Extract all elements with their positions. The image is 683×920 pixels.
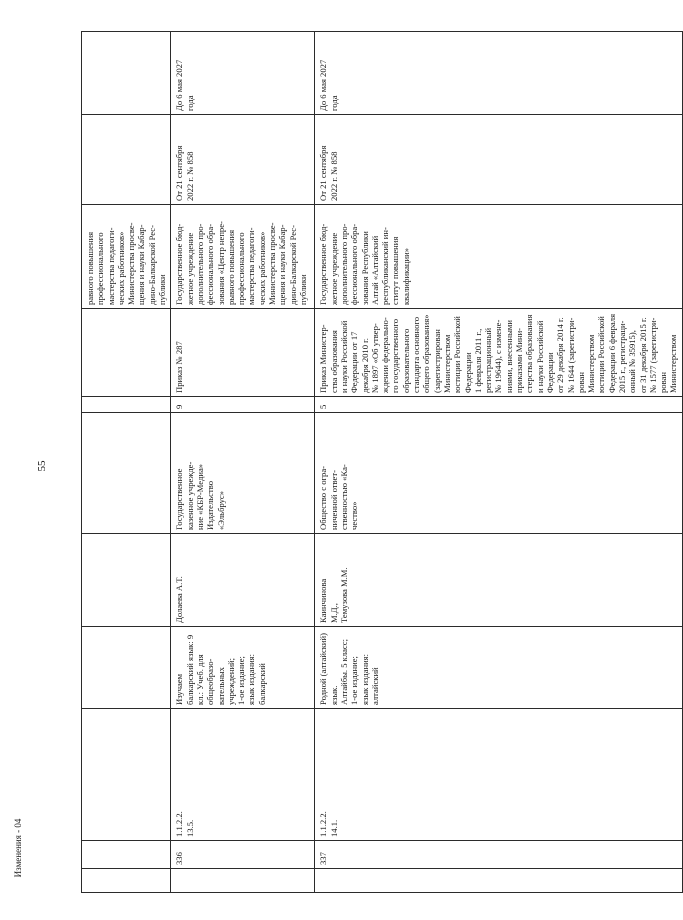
cell-code [82, 709, 171, 841]
cell-code: 1.1.2.2. 14.1. [315, 709, 682, 841]
page-number: 55 [36, 460, 48, 472]
cell-valid-until: До 6 мая 2027 года [315, 32, 682, 115]
cell-number [82, 841, 171, 869]
cell-number: 337 [315, 841, 682, 869]
cell-publisher: Общество с огра- ниченной ответ- ственностью «Ка- чество» [315, 413, 682, 534]
cell-basis: Приказ № 287 [171, 309, 315, 397]
cell-empty [82, 869, 171, 893]
table-row [171, 32, 315, 893]
cell-publisher: Государственное казенное учрежде- ние «КБР-Медиа» Издательство «Эльбрус» [171, 413, 315, 534]
table-row [315, 32, 682, 893]
cell-grade: 5 [315, 397, 682, 413]
cell-basis: Приказ Министер- ства образования и науки Российской Федерации от 17 декабря 2010 г. № 1897 «Об утвер- ждении федерально- го государственного образовательного стандарта основного общего образования» (зарегистрирован Министерством юстиции Российской Федерации 1 февраля 2011 г., регистрационный № 19644), с измене- ниями, внесенными приказами Мини- стерства образования и науки Российской Федерации от 29 декабря 2014 г. № 1644 (зарегистри- рован Министерством юстиции Российской Федерации 6 февраля 2015 г., регистраци- онный № 35915), от 31 декабря 2015 г. № 1577 (зарегистри- рован Министерством [315, 309, 682, 397]
cell-valid-until [82, 32, 171, 115]
cell-empty [315, 869, 682, 893]
cell-title: Родной (алтайский) язык. Алтайбы. 5 класс; 1-ое издание; язык издания: алтайский [315, 627, 682, 709]
table-row [82, 32, 171, 893]
cell-organization: Государственное бюд- жетное учреждение дополнительного про- фессионального обра- зования «Центр непре- рывного повышения профессионального мастерства педагоги- ческих работников» Министерства просве- щения и науки Кабар- дино-Балкарской Рес- публики [171, 205, 315, 309]
cell-empty [171, 869, 315, 893]
cell-basis [82, 309, 171, 397]
cell-authors: Каинчинова М.Д., Темузова М.М. [315, 534, 682, 627]
cell-code: 1.1.2.2. 13.5. [171, 709, 315, 841]
cell-publisher [82, 413, 171, 534]
revision-note: Изменения - 04 [13, 818, 23, 878]
cell-authors: Долаева А.Т. [171, 534, 315, 627]
cell-date [82, 115, 171, 205]
cell-grade: 9 [171, 397, 315, 413]
cell-authors [82, 534, 171, 627]
cell-grade [82, 397, 171, 413]
cell-valid-until: До 6 мая 2027 года [171, 32, 315, 115]
cell-organization: равного повышения профессионального мастерства педагоги- ческих работников» Министерства просве- щения и науки Кабар- дино-Балкарской Рес- публики [82, 205, 171, 309]
textbook-registry-table [81, 32, 679, 893]
cell-title: Изучаем балкарский язык: 9 кл.: Учеб. для общеобразо- вательных учреждений; 1-ое издание; язык издания: балкарский [171, 627, 315, 709]
cell-date: От 21 сентября 2022 г. № 858 [171, 115, 315, 205]
cell-organization: Государственное бюд- жетное учреждение дополнительного про- фессионального обра- зования Республики Алтай «Алтайский республиканский ин- ститут повышения квалификации» [315, 205, 682, 309]
cell-title [82, 627, 171, 709]
cell-date: От 21 сентября 2022 г. № 858 [315, 115, 682, 205]
cell-number: 336 [171, 841, 315, 869]
